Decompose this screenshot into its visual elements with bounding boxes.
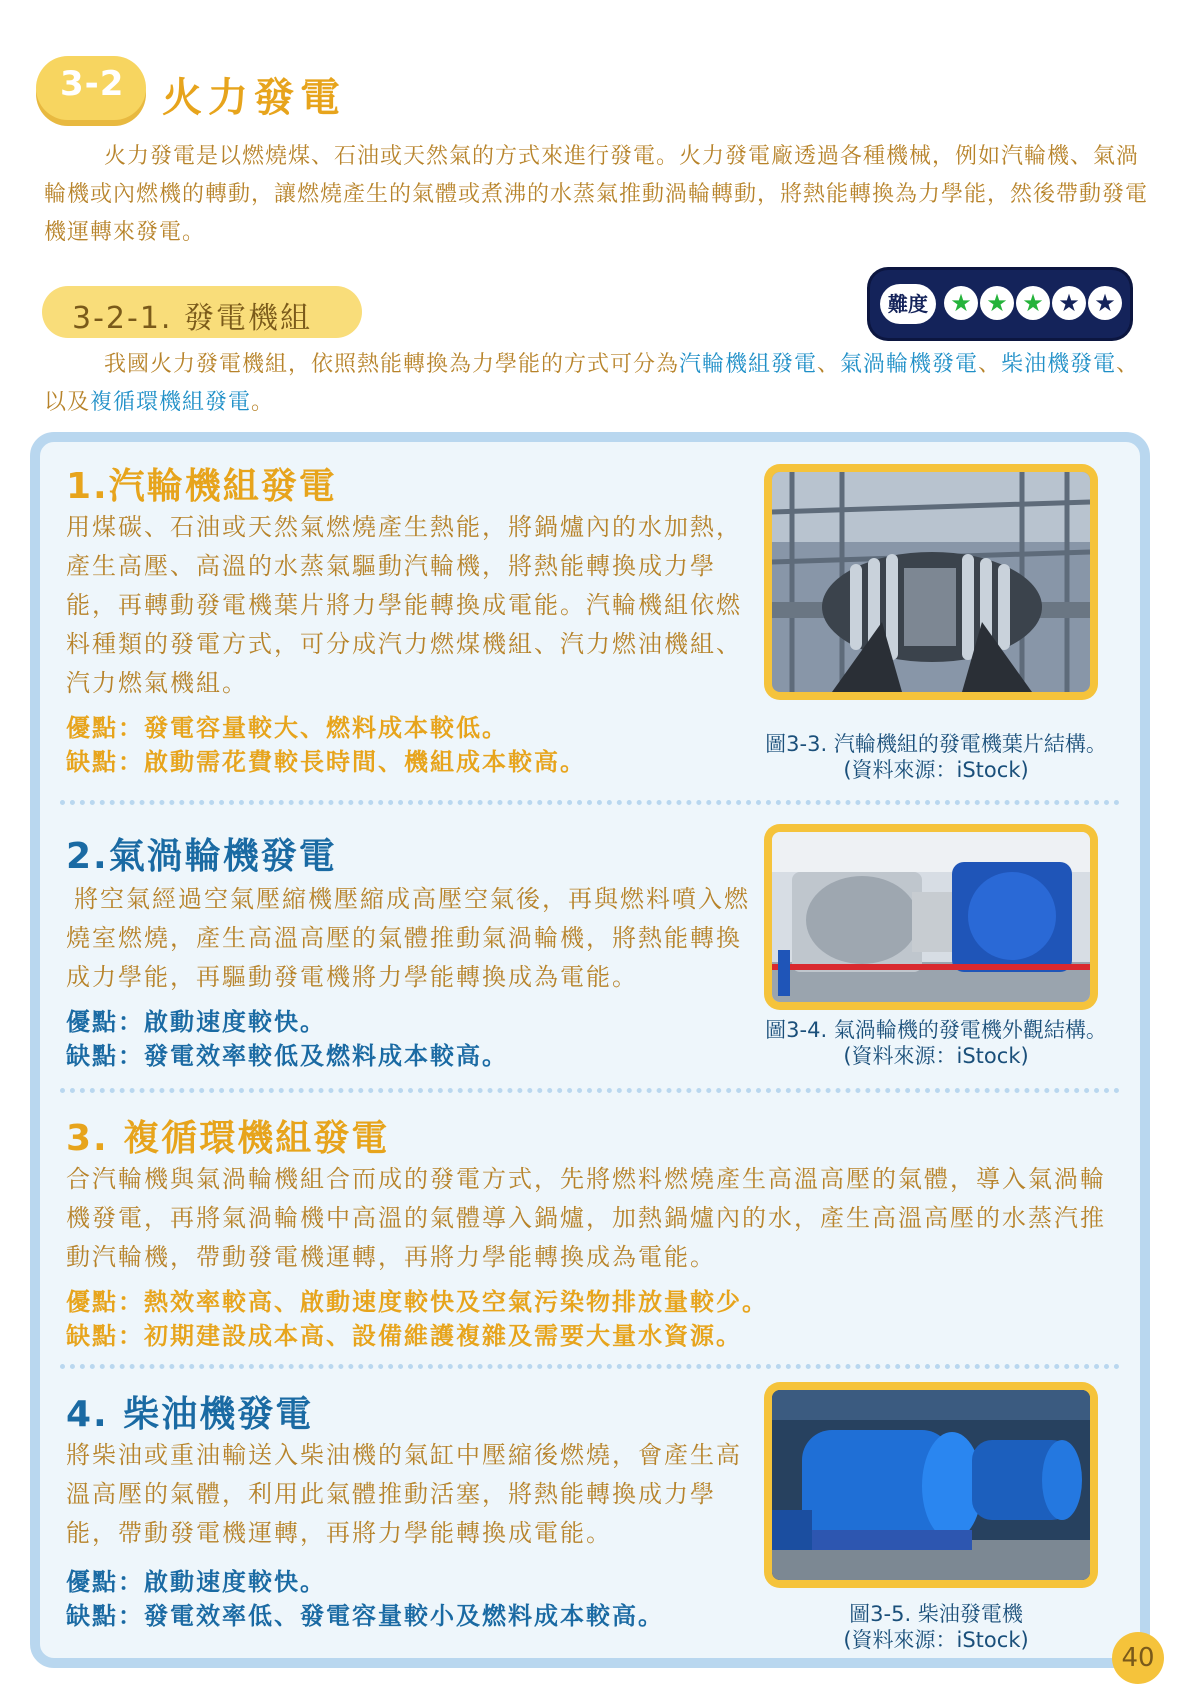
item-cons: 缺點：發電效率較低及燃料成本較高。: [66, 1042, 508, 1070]
figure-source: (資料來源：iStock): [843, 1044, 1029, 1068]
diesel-generator-image: [764, 1382, 1098, 1588]
item-heading: 2.氣渦輪機發電: [66, 836, 337, 877]
intro-text: 我國火力發電機組，依照熱能轉換為力學能的方式可分為: [104, 352, 680, 377]
section-title: 火力發電: [162, 75, 346, 121]
intro-highlight: 複循環機組發電: [90, 390, 252, 415]
figure-caption: 圖3-5. 柴油發電機: [849, 1602, 1023, 1626]
intro-highlight: 汽輪機組發電: [679, 352, 818, 377]
item-pros: 優點：啟動速度較快。: [66, 1008, 326, 1036]
item-pros: 優點：啟動速度較快。: [66, 1568, 326, 1596]
item-cons: 缺點：初期建設成本高、設備維護複雜及需要大量水資源。: [66, 1322, 742, 1350]
item-heading: 4. 柴油機發電: [66, 1394, 314, 1435]
intro-highlight: 氣渦輪機發電: [840, 352, 979, 377]
difficulty-label: 難度: [880, 284, 936, 324]
subsection-intro: [44, 346, 1154, 422]
dotted-divider: [60, 800, 1120, 805]
intro-separator: 、以及: [44, 352, 1140, 415]
item-heading: 3. 複循環機組發電: [66, 1118, 390, 1159]
subsection-title: 3-2-1. 發電機組: [72, 301, 312, 336]
item-cons: 缺點：發電效率低、發電容量較小及燃料成本較高。: [66, 1602, 664, 1630]
item-body: 合汽輪機與氣渦輪機組合而成的發電方式，先將燃料燃燒產生高溫高壓的氣體，導入氣渦輪機發電，再將氣渦輪機中高溫的氣體導入鍋爐，加熱鍋爐內的水，產生高溫高壓的水蒸汽推動汽輪機，帶動發電機運轉，再將力學能轉換成為電能。: [66, 1165, 1106, 1271]
item-body: 將空氣經過空氣壓縮機壓縮成高壓空氣後，再與燃料噴入燃燒室燃燒，產生高溫高壓的氣體推動氣渦輪機，將熱能轉換成力學能，再驅動發電機將力學能轉換成為電能。: [66, 885, 750, 991]
intro-separator: 、: [978, 352, 1002, 377]
item-body: 將柴油或重油輸送入柴油機的氣缸中壓縮後燃燒，會產生高溫高壓的氣體，利用此氣體推動活塞，將熱能轉換成力學能，帶動發電機運轉，再將力學能轉換成電能。: [66, 1441, 742, 1547]
item-heading: 1.汽輪機組發電: [66, 466, 337, 507]
dotted-divider: [60, 1364, 1120, 1369]
item-body: 用煤碳、石油或天然氣燃燒產生熱能，將鍋爐內的水加熱，產生高壓、高溫的水蒸氣驅動汽輪機，將熱能轉換成力學能，再轉動發電機葉片將力學能轉換成電能。汽輪機組依燃料種類的發電方式，可分成汽力燃煤機組、汽力燃油機組、汽力燃氣機組。: [66, 513, 742, 697]
difficulty-star-icon: ★: [980, 286, 1014, 320]
figure-source: (資料來源：iStock): [843, 758, 1029, 782]
difficulty-star-icon: ★: [1016, 286, 1050, 320]
item-cons: 缺點：啟動需花費較長時間、機組成本較高。: [66, 748, 586, 776]
intro-highlight: 柴油機發電: [1001, 352, 1117, 377]
section-intro: 火力發電是以燃燒煤、石油或天然氣的方式來進行發電。火力發電廠透過各種機械，例如汽輪機、氣渦輪機或內燃機的轉動，讓燃燒產生的氣體或煮沸的水蒸氣推動渦輪轉動，將熱能轉換為力學能，然後帶動發電機運轉來發電。: [44, 144, 1149, 245]
intro-separator: 、: [817, 352, 841, 377]
intro-text: 。: [251, 390, 275, 415]
dotted-divider: [60, 1088, 1120, 1093]
figure-caption: 圖3-3. 汽輪機組的發電機葉片結構。: [765, 732, 1107, 756]
figure-caption: 圖3-4. 氣渦輪機的發電機外觀結構。: [765, 1018, 1107, 1042]
steam-turbine-image: [764, 464, 1098, 700]
difficulty-star-icon: ★: [944, 286, 978, 320]
item-pros: 優點：熱效率較高、啟動速度較快及空氣污染物排放量較少。: [66, 1288, 768, 1316]
page-number: 40: [1112, 1632, 1164, 1684]
item-pros: 優點：發電容量較大、燃料成本較低。: [66, 714, 508, 742]
difficulty-star-icon: ★: [1052, 286, 1086, 320]
section-number: 3-2: [60, 64, 125, 104]
gas-turbine-image: [764, 824, 1098, 1010]
difficulty-star-icon: ★: [1088, 286, 1122, 320]
figure-source: (資料來源：iStock): [843, 1628, 1029, 1652]
